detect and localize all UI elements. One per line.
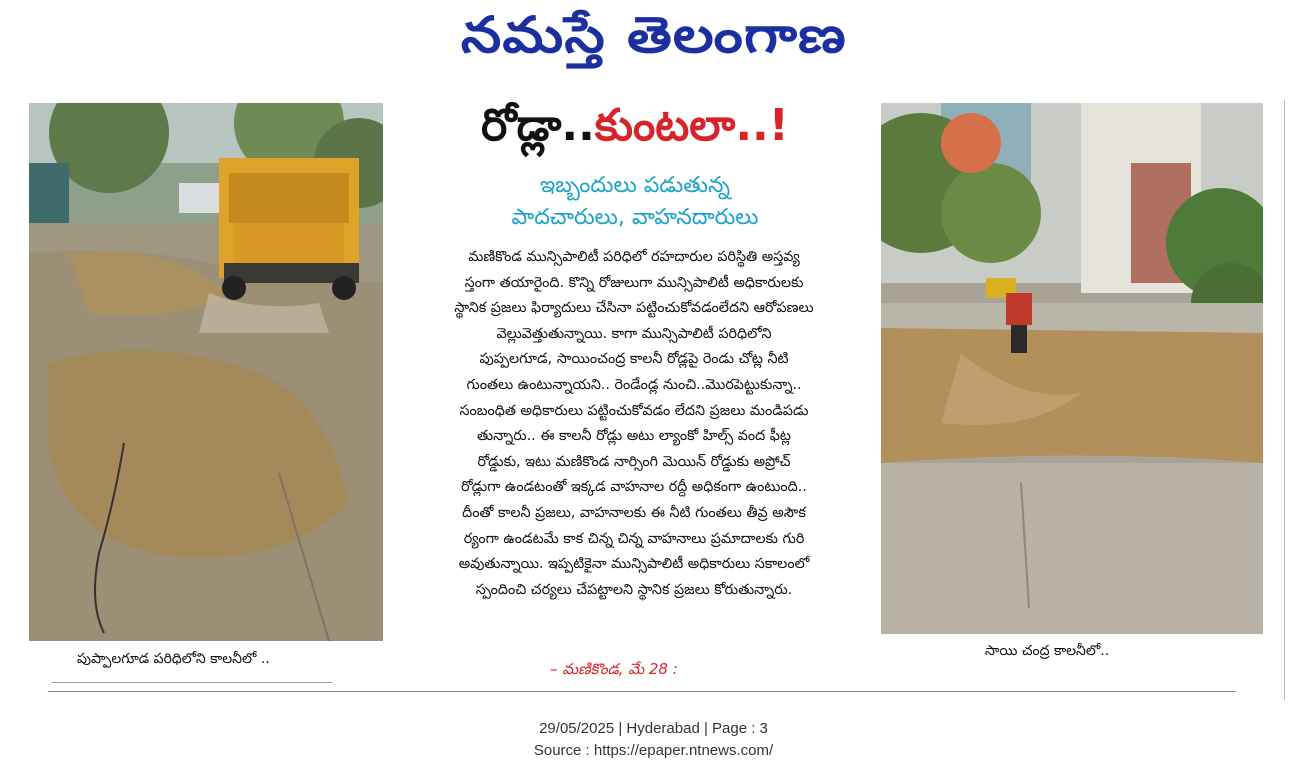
photo-caption-left: పుప్పాలగూడ పరిధిలోని కాలనీలో .. bbox=[77, 651, 270, 667]
article-line: స్తంగా తయారైంది. కొన్ని రోజులుగా మున్సిపాలిటీ అధికారులకు bbox=[464, 274, 804, 291]
article-line: గుంతలు ఉంటున్నాయని.. రెండేండ్ల నుంచి..మొరపెట్టుకున్నా.. bbox=[466, 376, 802, 393]
article-line: దీంతో కాలనీ ప్రజలు, వాహనాలకు ఈ నీటి గుంతలు తీవ్ర అసౌక bbox=[462, 504, 806, 521]
article-line: రోడ్లుగా ఉండటంతో ఇక్కడ వాహనాల రద్దీ అధికంగా ఉంటుంది.. bbox=[461, 479, 807, 496]
article-line: ర్యంగా ఉండటమే కాక చిన్న చిన్న వాహనాలు ప్రమాదాలకు గురి bbox=[463, 530, 805, 547]
article-line: పుప్పలగూడ, సాయించంద్ర కాలనీ రోడ్లపై రెండు చోట్ల నీటి bbox=[479, 351, 789, 368]
article-line: తున్నారు.. ఈ కాలనీ రోడ్లు అటు ల్యాంకో హిల్స్ వంద ఫీట్ల bbox=[477, 428, 791, 445]
article-line: స్పందించి చర్యలు చేపట్టాలని స్థానిక ప్రజలు కోరుతున్నారు. bbox=[475, 581, 793, 598]
subheadline-line-2: పాదచారులు, వాహనదారులు bbox=[511, 205, 759, 230]
article-line: వెల్లువెత్తుతున్నాయి. కాగా మున్సిపాలిటీ పరిధిలోని bbox=[496, 325, 772, 342]
caption-divider bbox=[52, 682, 332, 683]
masthead-title: నమస్తే తెలంగాణ bbox=[460, 5, 847, 64]
footer-source: Source : https://epaper.ntnews.com/ bbox=[533, 742, 774, 759]
article-line: అవుతున్నాయి. ఇప్పటికైనా మున్సిపాలిటీ అధికారులు సకాలంలో bbox=[458, 556, 810, 573]
article-line: స్థానిక ప్రజలు ఫిర్యాదులు చేసినా పట్టించుకోవడంలేదని ఆరోపణలు bbox=[454, 300, 814, 317]
newspaper-masthead bbox=[0, 6, 1307, 76]
headline-part-1: రోడ్లా.. bbox=[481, 100, 595, 151]
photo-flooded-street-scooter bbox=[881, 103, 1263, 634]
subheadline-line-1: ఇబ్బందులు పడుతున్న bbox=[540, 173, 730, 198]
article-dateline: – మణికొండ, మే 28 : bbox=[550, 660, 678, 678]
column-divider bbox=[1284, 100, 1285, 700]
article-body bbox=[398, 245, 870, 603]
footer-edition-info: 29/05/2025 | Hyderabad | Page : 3 bbox=[539, 720, 768, 737]
headline-part-2: కుంటలా..! bbox=[594, 100, 789, 151]
photo-caption-right: సాయి చంద్ర కాలనీలో.. bbox=[985, 643, 1110, 659]
photo-waterlogged-road-truck bbox=[29, 103, 383, 641]
article-headline bbox=[400, 100, 870, 162]
article-line: మణికొండ మున్సిపాలిటీ పరిధిలో రహదారుల పరిస్థితి అస్తవ్య bbox=[468, 249, 800, 265]
article-line: రోడ్డుకు, ఇటు మణికొండ నార్సింగి మెయిన్ రోడ్డుకు అప్రోచ్ bbox=[477, 453, 791, 470]
article-line: సంబంధిత అధికారులు పట్టించుకోవడం లేదని ప్రజలు మండిపడు bbox=[459, 402, 809, 419]
page-divider bbox=[48, 691, 1236, 692]
